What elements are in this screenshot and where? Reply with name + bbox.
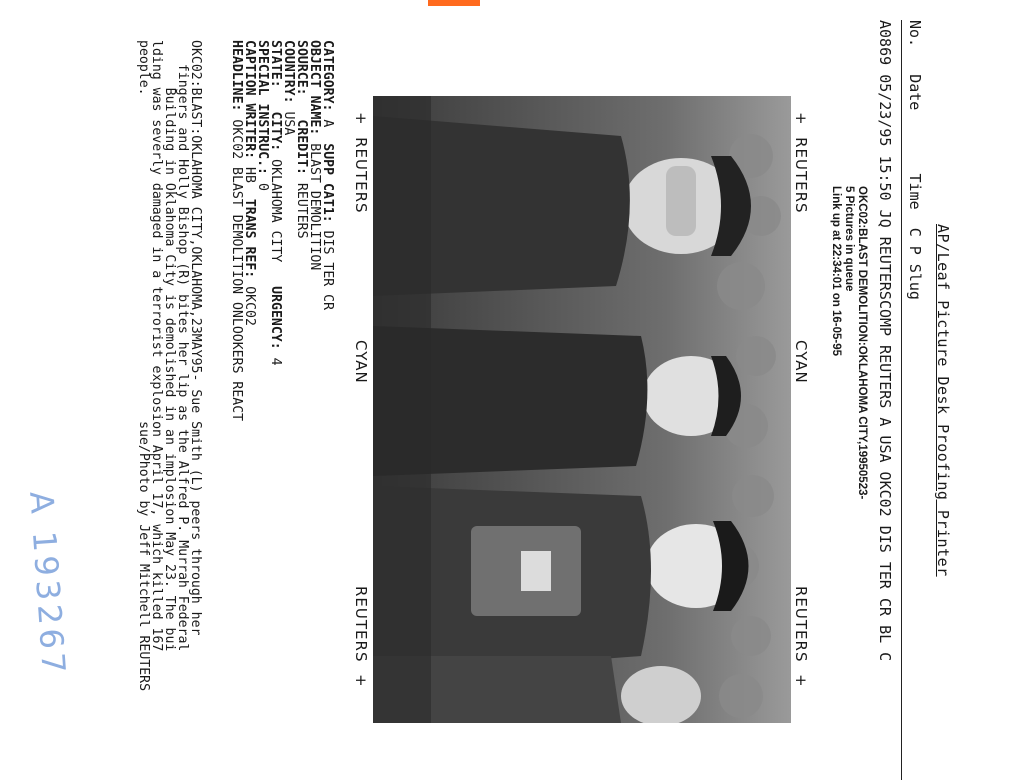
col-time: Time xyxy=(906,173,924,210)
reg-bottom-center: CYAN xyxy=(352,340,370,384)
supp-label: SUPP CAT1: xyxy=(320,143,335,223)
col-c: C xyxy=(906,227,924,237)
row-p: Q xyxy=(876,218,894,228)
col-date: Date xyxy=(906,74,924,111)
country-label: COUNTRY: xyxy=(281,40,296,104)
category-value: A xyxy=(320,119,335,128)
header-rule xyxy=(901,20,902,780)
category-label: CATEGORY: xyxy=(320,40,335,112)
row-time: 15:50 xyxy=(876,155,894,201)
supp-value: DIS TER CR xyxy=(320,230,335,311)
slug-line-1: OKC02:BLAST DEMOLITION:OKLAHOMA CITY,19950523- xyxy=(856,186,868,500)
story-line-1: OKC02:BLAST:OKLAHOMA CITY,OKLAHOMA,23MAY95- Sue Smith (L) peers through her xyxy=(188,40,203,636)
handwritten-archive-number: A 193267 xyxy=(22,490,73,679)
reg-bottom-right: REUTERS + xyxy=(352,586,370,688)
story-text xyxy=(137,40,202,691)
urgency-label: URGENCY: xyxy=(268,286,283,350)
col-no: No. xyxy=(906,20,924,48)
row-slug: REUTERSCOMP REUTERS A USA OKC02 DIS TER CR BL C xyxy=(876,236,894,662)
headline-label: HEADLINE: xyxy=(229,40,244,112)
printer-title: AP/Leaf Picture Desk Proofing Printer xyxy=(934,224,952,577)
story-line-5: people. sue/Photo by Jeff Mitchell REUTERS xyxy=(136,40,151,692)
country-value: USA xyxy=(281,111,296,136)
special-value: 0 xyxy=(255,182,270,191)
slug-line-2: 5 Pictures in queue xyxy=(843,186,855,292)
object-label: OBJECT NAME: xyxy=(307,40,322,136)
object-value: BLAST DEMOLITION xyxy=(307,143,322,271)
caption-fields xyxy=(230,40,334,421)
source-label: SOURCE: xyxy=(294,40,309,96)
photo-illustration xyxy=(373,96,791,723)
state-label: STATE: xyxy=(268,40,283,88)
urgency-value: 4 xyxy=(268,357,283,366)
row-no: A0869 xyxy=(876,20,894,66)
credit-value: REUTERS xyxy=(294,182,309,239)
slug-block xyxy=(829,186,868,499)
col-slug: Slug xyxy=(906,263,924,300)
credit-label: CREDIT: xyxy=(294,119,309,175)
trans-value: OKC02 xyxy=(242,286,257,326)
news-photo xyxy=(373,96,791,723)
slug-line-3: Link up at 22:34:01 on 16-05-95 xyxy=(830,186,842,357)
col-p: P xyxy=(906,245,924,255)
trans-label: TRANS REF: xyxy=(242,198,257,279)
row-c: J xyxy=(876,209,894,219)
reg-top-center: CYAN xyxy=(792,340,810,384)
headline-value: OKC02 BLAST DEMOLITION ONLOOKERS REACT xyxy=(229,119,244,422)
story-line-2: fingers and Holly Bishop (R) bites her lip as the Alfred P. Murrah Federal xyxy=(175,40,190,652)
writer-label: CAPTION WRITER: xyxy=(242,40,257,160)
row-date: 05/23/95 xyxy=(876,74,894,147)
header-row xyxy=(876,20,894,661)
header-columns xyxy=(906,20,924,300)
story-line-4: lding was severly damaged in a terrorist explosion April 17, which killed 167 xyxy=(149,40,164,652)
reg-top-right: REUTERS + xyxy=(792,586,810,688)
reg-top-left: + REUTERS xyxy=(792,112,810,214)
city-label: CITY: xyxy=(268,111,283,152)
reg-bottom-left: + REUTERS xyxy=(352,112,370,214)
story-line-3: Building in Oklahoma City is demolished in an implosion May 23. The bui xyxy=(162,40,177,652)
special-label: SPECIAL INSTRUC.: xyxy=(255,40,270,175)
writer-value: HB xyxy=(242,167,257,183)
city-value: OKLAHOMA CITY xyxy=(268,159,283,263)
